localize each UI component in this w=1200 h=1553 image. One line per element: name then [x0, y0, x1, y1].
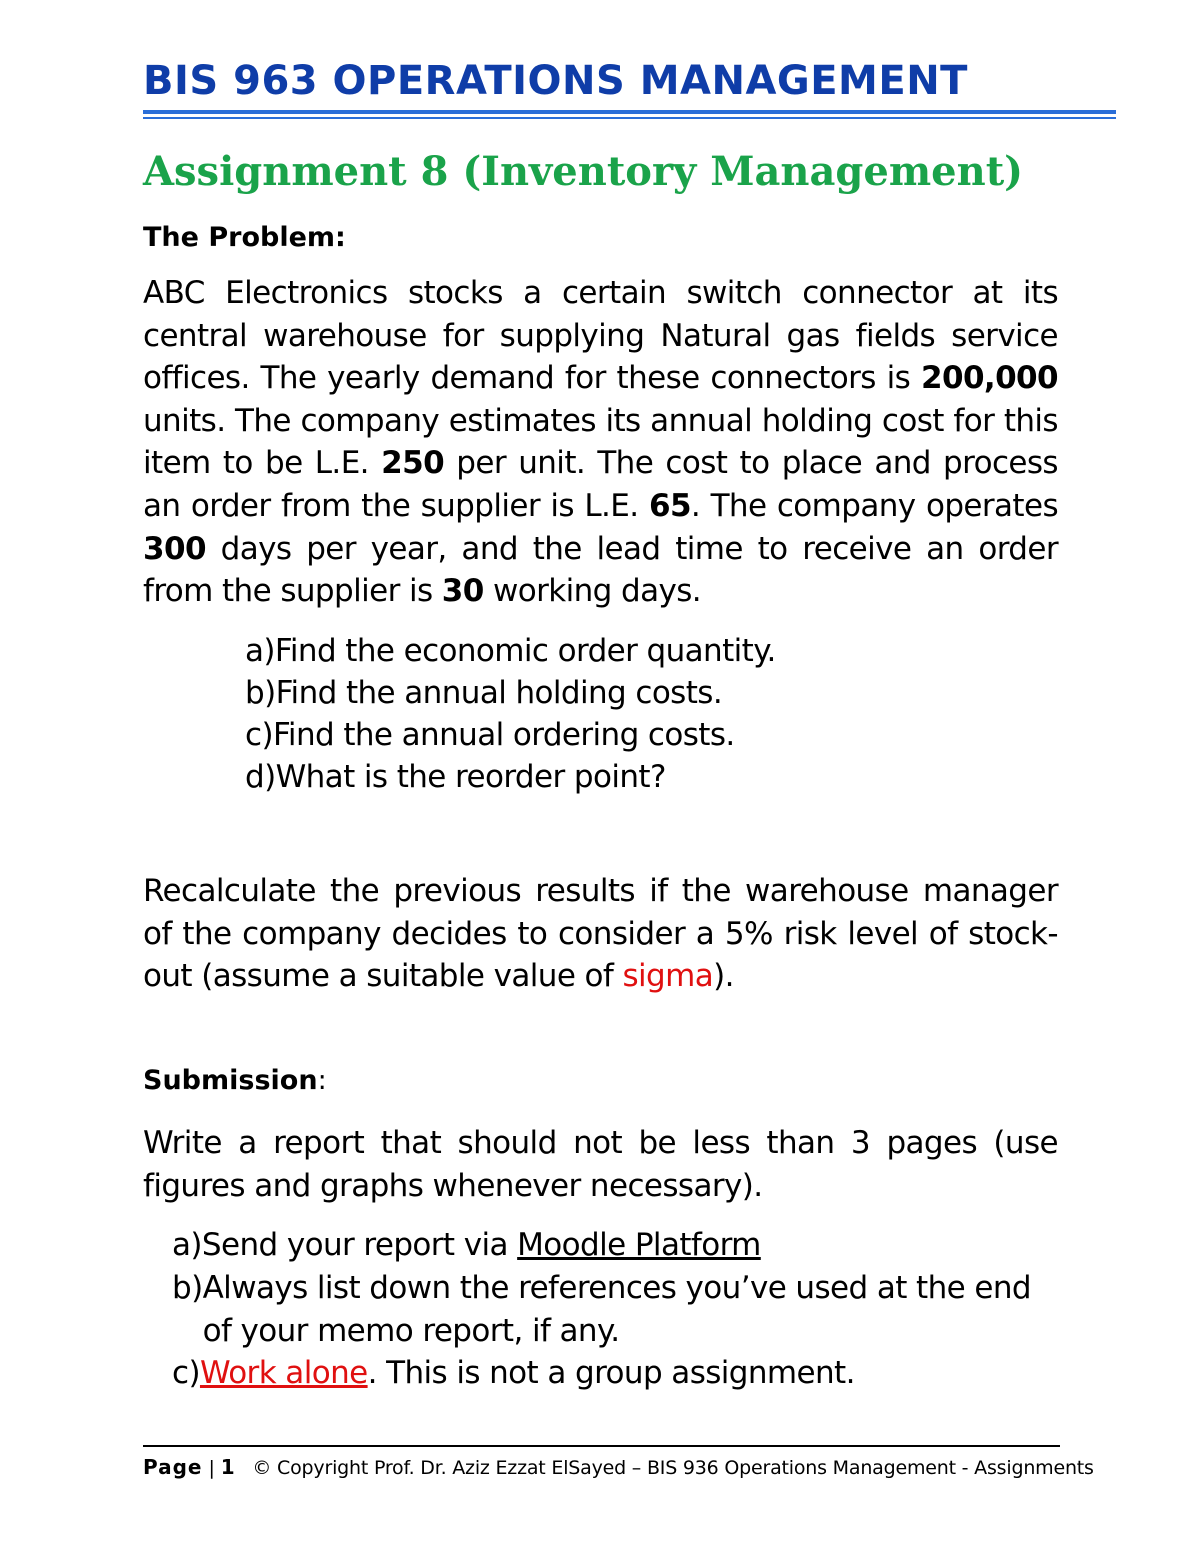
item-text: Always list down the references you’ve used at the end of your memo report, if any. — [202, 1269, 1031, 1349]
work-alone-highlight: Work alone — [199, 1355, 368, 1392]
page-separator: | — [208, 1457, 215, 1479]
header-divider-thin — [143, 117, 1116, 119]
page-number: 1 — [220, 1455, 235, 1479]
item-label: b) — [245, 675, 276, 711]
lead-time-value: 30 — [441, 573, 484, 610]
list-item: c) Work alone. This is not a group assignment. — [172, 1352, 1062, 1395]
item-text: What is the reorder point? — [275, 759, 666, 795]
item-label: d) — [245, 759, 276, 795]
submission-list — [172, 1224, 1062, 1395]
page-footer — [143, 1455, 1094, 1479]
item-text: Find the annual ordering costs. — [272, 717, 735, 753]
item-text: Find the annual holding costs. — [275, 675, 723, 711]
sigma-highlight: sigma — [622, 958, 714, 995]
copyright-text: © Copyright Prof. Dr. Aziz Ezzat ElSayed – BIS 936 Operations Management - Assignments — [252, 1457, 1094, 1479]
moodle-platform-link[interactable]: Moodle Platform — [517, 1227, 761, 1263]
report-instructions: Write a report that should not be less than 3 pages (use figures and graphs whenever necessary). — [143, 1125, 1058, 1204]
item-label: c) — [172, 1355, 200, 1392]
holding-cost-value: 250 — [381, 445, 445, 482]
order-cost-value: 65 — [648, 487, 691, 524]
item-label: a) — [245, 633, 275, 669]
list-item — [245, 756, 776, 798]
question-list — [245, 630, 776, 798]
submission-heading: Submission: — [143, 1065, 327, 1096]
problem-paragraph: ABC Electronics stocks a certain switch connector at its central warehouse for supplying Natural gas fields service offices. The yearly demand for these connectors is 200,000 units. The company estimates its annual holding cost for this item to be L.E. 250 per unit. The cost to place and process an order from the supplier is L.E. 65. The company operates 300 days per year, and the lead time to receive an order from the supplier is 30 working days. — [143, 275, 1058, 610]
item-label: b) — [172, 1269, 203, 1306]
list-item — [245, 714, 776, 756]
page-label: Page — [143, 1455, 203, 1479]
footer-divider — [143, 1445, 1060, 1447]
course-title: BIS 963 OPERATIONS MANAGEMENT — [143, 58, 968, 104]
assignment-title: Assignment 8 (Inventory Management) — [143, 148, 1024, 195]
list-item: a) Send your report via Moodle Platform — [172, 1224, 1062, 1267]
recalculate-paragraph: Recalculate the previous results if the warehouse manager of the company decides to consider a 5% risk level of stock-out (assume a suitable value of sigma). — [143, 873, 1058, 995]
item-text: Find the economic order quantity. — [274, 633, 776, 669]
list-item — [245, 630, 776, 672]
working-days-value: 300 — [143, 530, 206, 567]
list-item — [172, 1267, 1062, 1353]
item-label: c) — [245, 717, 273, 753]
item-label: a) — [172, 1227, 202, 1263]
problem-heading: The Problem: — [143, 222, 346, 253]
list-item — [245, 672, 776, 714]
demand-value: 200,000 — [921, 360, 1058, 397]
header-divider-thick — [143, 110, 1116, 114]
